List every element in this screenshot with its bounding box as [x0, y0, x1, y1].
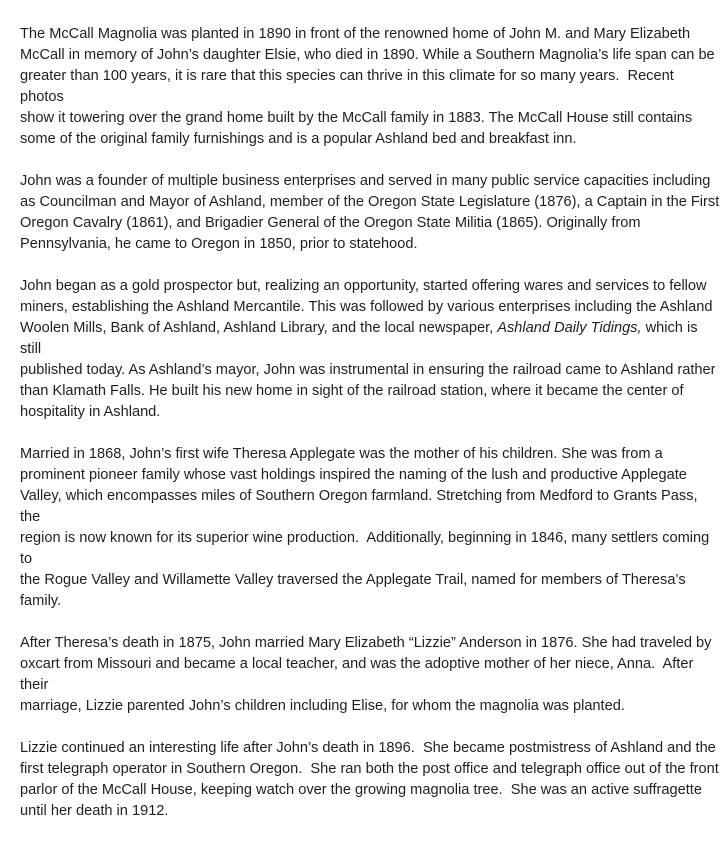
- text-line: published today. As Ashland’s mayor, John was instrumental in ensuring the railroad came to Ashland rather: [20, 362, 716, 378]
- text-line: After Theresa’s death in 1875, John married Mary Elizabeth “Lizzie” Anderson in 1876. She had traveled by: [20, 635, 712, 651]
- text-line: Pennsylvania, he came to Oregon in 1850, prior to statehood.: [20, 236, 418, 252]
- text-line: than Klamath Falls. He built his new home in sight of the railroad station, where it became the center of: [20, 383, 684, 399]
- newspaper-title: Ashland Daily Tidings,: [497, 320, 642, 336]
- text-line: parlor of the McCall House, keeping watch over the growing magnolia tree. She was an active suffragette: [20, 782, 702, 798]
- text-line: Valley, which encompasses miles of Southern Oregon farmland. Stretching from Medford to Grants Pass, the: [20, 488, 698, 525]
- text-line: Lizzie continued an interesting life after John’s death in 1896. She became postmistress of Ashland and the: [20, 740, 716, 756]
- text-line: Woolen Mills, Bank of Ashland, Ashland Library, and the local newspaper,: [20, 320, 498, 336]
- text-line-continuation: which is still: [20, 320, 698, 357]
- text-line: greater than 100 years, it is rare that this species can thrive in this climate for so many years. Recent photos: [20, 68, 674, 105]
- text-line: The McCall Magnolia was planted in 1890 in front of the renowned home of John M. and Mary Elizabeth: [20, 26, 691, 42]
- text-line: prominent pioneer family whose vast holdings inspired the naming of the lush and productive Applegate: [20, 467, 687, 483]
- paragraph-john-public-service: [20, 171, 720, 255]
- paragraph-john-enterprises: [20, 276, 720, 423]
- text-line: as Councilman and Mayor of Ashland, member of the Oregon State Legislature (1876), a Captain in the First: [20, 194, 720, 210]
- paragraph-magnolia-history: [20, 24, 720, 150]
- paragraph-lizzie-later-life: [20, 738, 720, 822]
- text-line: some of the original family furnishings and is a popular Ashland bed and breakfast inn.: [20, 131, 577, 147]
- text-line: marriage, Lizzie parented John’s children including Elise, for whom the magnolia was planted.: [20, 698, 625, 714]
- text-line: region is now known for its superior wine production. Additionally, beginning in 1846, many settlers coming to: [20, 530, 710, 567]
- text-line: Oregon Cavalry (1861), and Brigadier General of the Oregon State Militia (1865). Originally from: [20, 215, 641, 231]
- text-line: hospitality in Ashland.: [20, 404, 161, 420]
- article-body: [20, 24, 720, 843]
- text-line: show it towering over the grand home built by the McCall family in 1883. The McCall House still contains: [20, 110, 693, 126]
- text-line: Married in 1868, John’s first wife Theresa Applegate was the mother of his children. She was from a: [20, 446, 663, 462]
- text-line: John was a founder of multiple business enterprises and served in many public service capacities including: [20, 173, 711, 189]
- text-line: miners, establishing the Ashland Mercantile. This was followed by various enterprises including the Ashland: [20, 299, 713, 315]
- text-line: the Rogue Valley and Willamette Valley traversed the Applegate Trail, named for members of Theresa’s: [20, 572, 686, 588]
- text-line: until her death in 1912.: [20, 803, 169, 819]
- paragraph-theresa-applegate: [20, 444, 720, 612]
- text-line: oxcart from Missouri and became a local teacher, and was the adoptive mother of her niece, Anna. After their: [20, 656, 694, 693]
- text-line: family.: [20, 593, 62, 609]
- text-line: John began as a gold prospector but, realizing an opportunity, started offering wares and services to fellow: [20, 278, 707, 294]
- text-line: McCall in memory of John’s daughter Elsie, who died in 1890. While a Southern Magnolia’s life span can be: [20, 47, 715, 63]
- text-line: first telegraph operator in Southern Oregon. She ran both the post office and telegraph office out of the front: [20, 761, 719, 777]
- paragraph-lizzie-marriage: [20, 633, 720, 717]
